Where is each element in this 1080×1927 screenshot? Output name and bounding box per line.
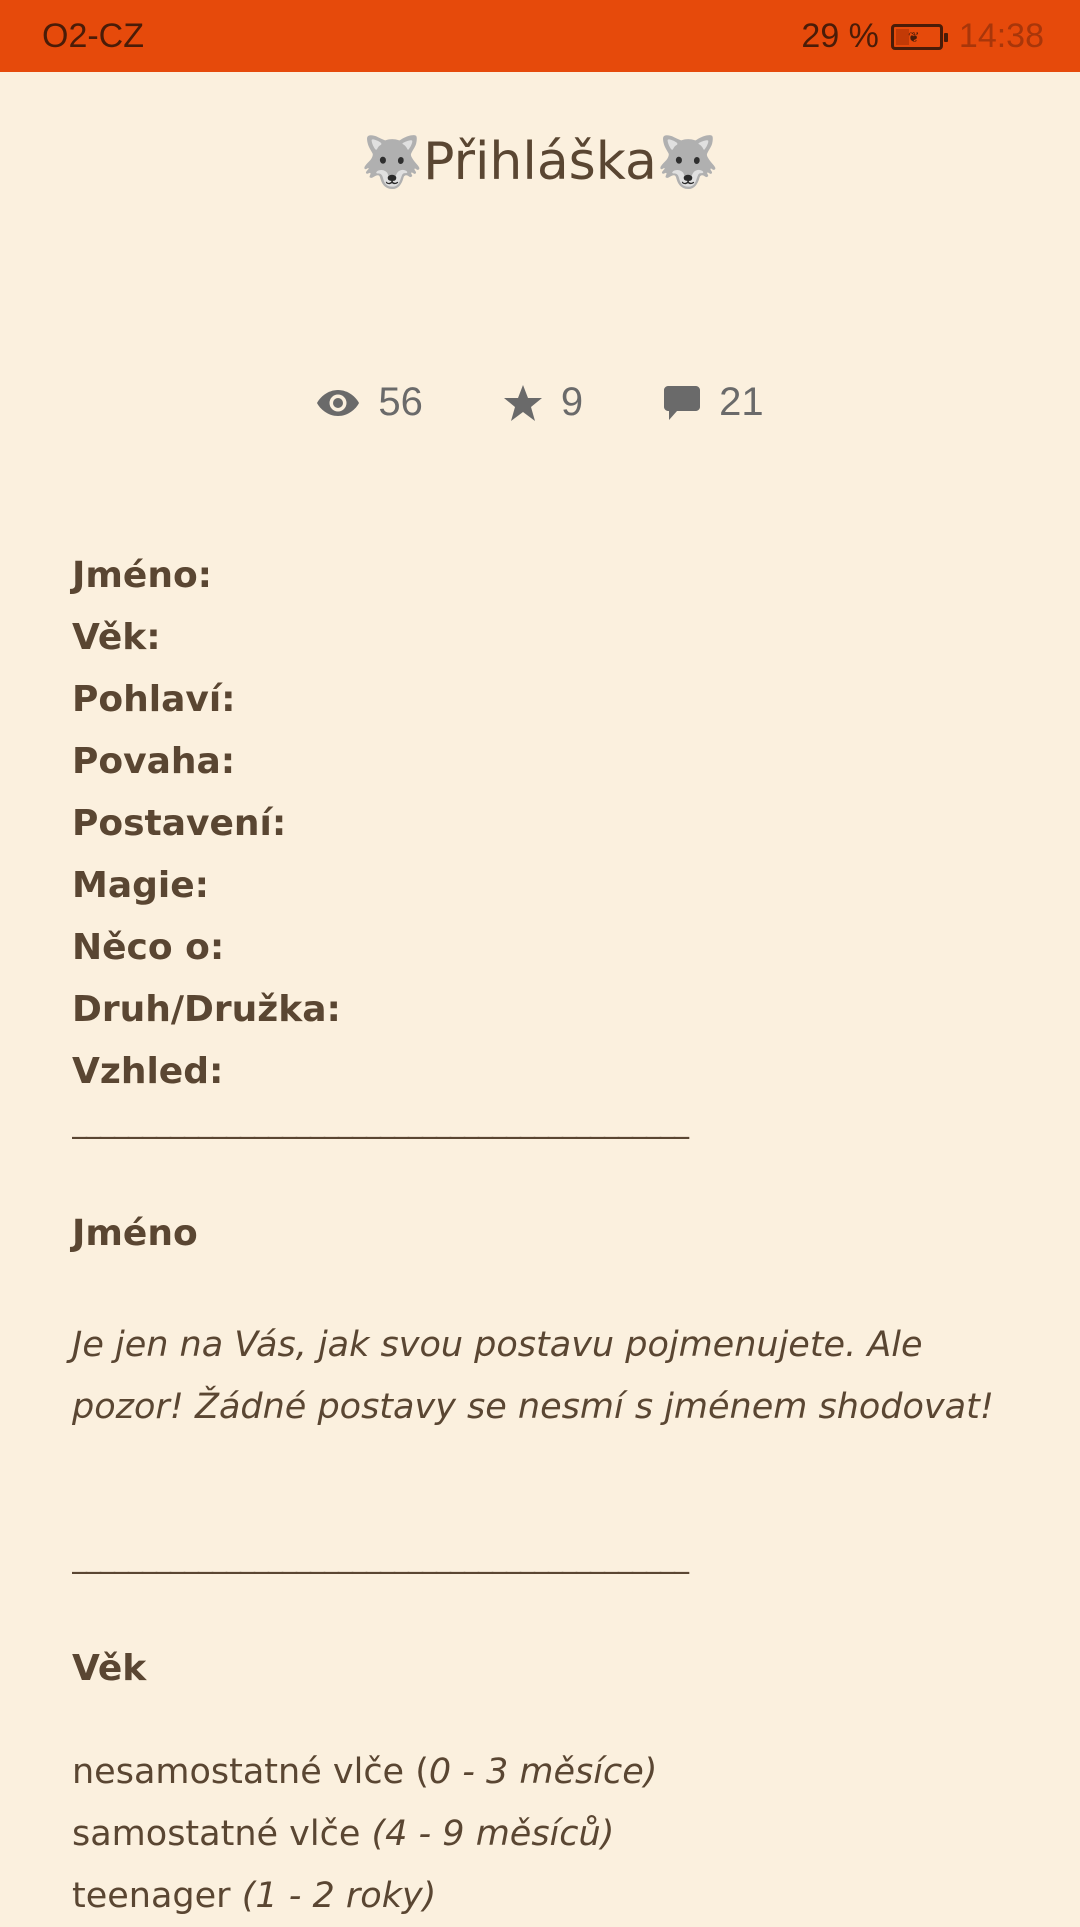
page-title-text: Přihláška: [423, 132, 657, 192]
carrier-name: O2-CZ: [42, 17, 144, 55]
field-appearance: Vzhled:: [72, 1051, 224, 1092]
battery-percent: 29 %: [801, 17, 879, 55]
status-right: [801, 17, 1044, 56]
section-heading-name: Jméno: [72, 1213, 198, 1254]
wolf-emoji-right: 🐺: [656, 133, 720, 191]
story-stats: [0, 380, 1080, 425]
divider: ____________________________________________: [72, 1540, 688, 1575]
clock: 14:38: [958, 17, 1044, 55]
divider: ____________________________________________: [72, 1105, 688, 1140]
age-range: 0 - 3 měsíce): [428, 1752, 658, 1792]
eye-icon: [316, 388, 360, 418]
field-rank: Postavení:: [72, 803, 287, 844]
comments-count: 21: [719, 380, 764, 424]
field-gender: Pohlaví:: [72, 679, 236, 720]
age-list: [72, 1741, 1012, 1927]
comment-icon: [663, 384, 701, 422]
list-item: [72, 1741, 1012, 1803]
field-age: Věk:: [72, 617, 161, 658]
age-label: teenager: [72, 1876, 242, 1916]
list-item: [72, 1865, 1012, 1927]
section-heading-age: Věk: [72, 1648, 147, 1689]
comments-stat: [663, 380, 764, 425]
stars-count: 9: [560, 380, 584, 424]
field-about: Něco o:: [72, 927, 225, 968]
page-title: [0, 132, 1080, 192]
battery-icon: [891, 24, 943, 50]
age-label: samostatné vlče: [72, 1814, 372, 1854]
wolf-emoji-left: 🐺: [360, 133, 424, 191]
field-personality: Povaha:: [72, 741, 236, 782]
field-mate: Druh/Družka:: [72, 989, 341, 1030]
age-range: (4 - 9 měsíců): [371, 1814, 615, 1854]
list-item: [72, 1803, 1012, 1865]
field-magic: Magie:: [72, 865, 210, 906]
stars-stat: [503, 380, 583, 425]
views-stat: [316, 380, 423, 425]
field-name: Jméno:: [72, 555, 213, 596]
battery-saver-icon: ❦: [907, 28, 920, 45]
section-text-name: Je jen na Vás, jak svou postavu pojmenujete. Ale pozor! Žádné postavy se nesmí s jménem shodovat!: [72, 1325, 994, 1427]
application-fields: [72, 545, 1012, 1103]
story-content: [72, 545, 1012, 1927]
age-label: nesamostatné vlče (: [72, 1752, 429, 1792]
age-range: (1 - 2 roky): [241, 1876, 437, 1916]
status-bar: [0, 0, 1080, 72]
star-icon: [503, 384, 543, 422]
views-count: 56: [378, 380, 423, 424]
